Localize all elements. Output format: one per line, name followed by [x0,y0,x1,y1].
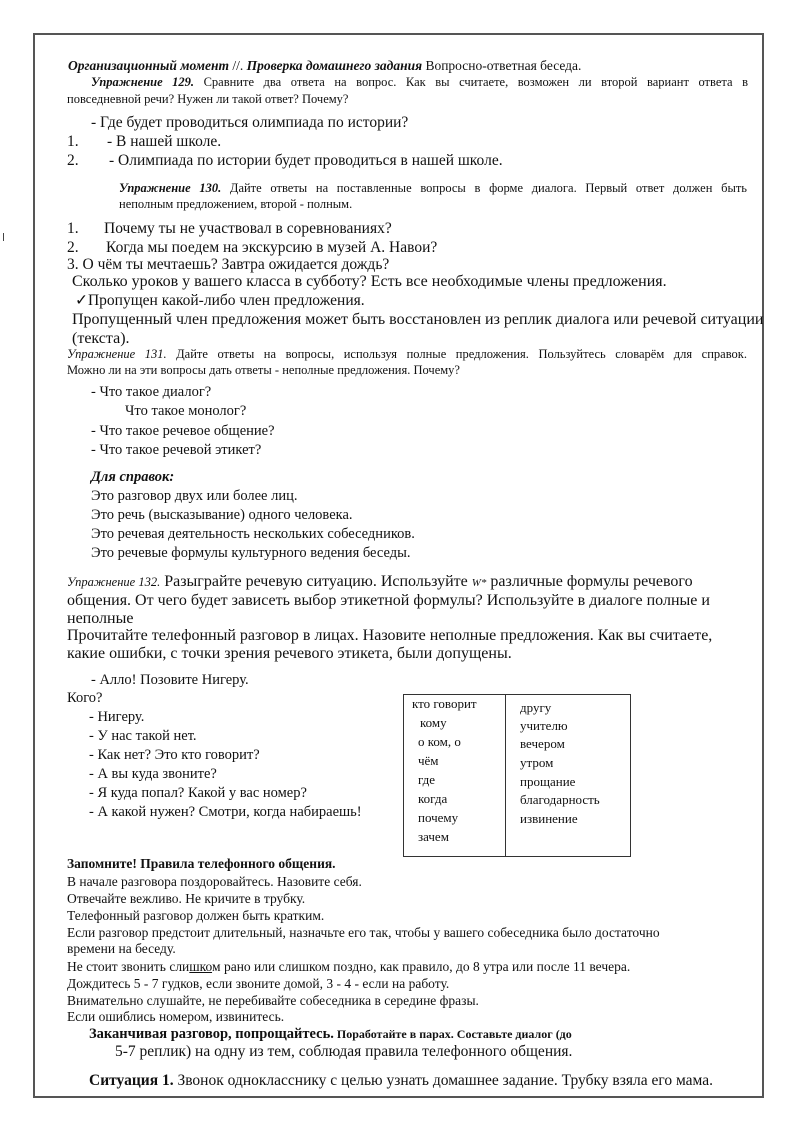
reference-item: Это разговор двух или более лиц. [91,488,298,504]
table-cell-right: учителю [520,718,568,733]
phone-rule [67,959,630,975]
ex130-item-3: 3. О чём ты мечтаешь? Завтра ожидается дождь? [67,256,390,273]
reference-item: Это речь (высказывание) одного человека. [91,507,353,523]
table-cell-left: кому [420,715,447,730]
phone-rules-title: Запомните! Правила телефонного общения. [67,856,336,871]
phone-rule: времени на беседу. [67,941,176,956]
ex132-instruction-line4: Прочитайте телефонный разговор в лицах. Назовите неполные предложения. Как вы считаете, [67,627,713,644]
ex131-question: - Что такое диалог? [91,384,212,400]
ex130-instruction-line1 [119,181,747,195]
table-cell-left: чём [418,753,439,768]
dialogue-line: - Как нет? Это кто говорит? [89,747,260,763]
reference-item: Это речевые формулы культурного ведения беседы. [91,545,411,561]
ex132-instruction-line1 [67,573,693,591]
pair-task: Поработайте в парах. Составьте диалог (до [333,1027,572,1041]
intro-line [68,58,581,74]
phone-rule: Если ошиблись номером, извинитесь. [67,1009,285,1024]
reference-title: Для справок: [91,469,175,485]
table-cell-right: другу [520,700,552,715]
rule-line1: Пропущенный член предложения может быть восстановлен из реплик диалога или речевой ситуации [72,311,764,328]
ex131-question: - Что такое речевой этикет? [91,442,262,458]
phone-rule-underlined: шко [189,959,213,974]
ex129-item: - В нашей школе. [107,133,222,150]
reference-item: Это речевая деятельность нескольких собеседников. [91,526,415,542]
table-cell-right: вечером [520,736,565,751]
table-cell-left: зачем [418,829,449,844]
phone-rule: Внимательно слушайте, не перебивайте собеседника в середине фразы. [67,993,479,1008]
w-mark: W* [471,577,487,589]
situation-line [89,1072,713,1090]
dialogue-line: Кого? [67,690,103,706]
rule-line2: (текста). [72,330,130,347]
ex131-question: - Что такое речевое общение? [91,423,275,439]
ex132-instruction-line5: какие ошибки, с точки зрения речевого этикета, были допущены. [67,645,512,662]
phone-rule: В начале разговора поздоровайтесь. Назовите себя. [67,874,362,889]
ex131-question: Что такое монолог? [125,403,247,419]
ex131-text1: Дайте ответы на вопросы, используя полные предложения. Пользуйтесь словарём для справок. [166,347,747,361]
margin-mark [3,233,4,241]
ex132-text1: Разыграйте речевую ситуацию. Используйте [160,573,472,590]
ex129-text1: Сравните два ответа на вопрос. Как вы считаете, возможен ли второй вариант ответа в [194,75,748,89]
table-cell-left: где [418,772,436,787]
ex130-item-num: 1. [67,220,79,237]
ex131-instruction-line1 [67,347,747,361]
dialogue-line: - Я куда попал? Какой у вас номер? [89,785,307,801]
phone-rule-part: Не стоит звонить сли [67,959,190,974]
dialogue-line: - А вы куда звоните? [89,766,217,782]
table-cell-right: утром [520,755,554,770]
table-cell-right: прощание [520,774,576,789]
dialogue-line: - У нас такой нет. [89,728,197,744]
intro-text: Вопросно-ответная беседа. [422,58,582,73]
ex131-label: Упражнение 131. [67,347,167,361]
phone-rule: Дождитесь 5 - 7 гудков, если звоните домой, 3 - 4 - если на работу. [67,976,450,991]
closing-rule: Заканчивая разговор, попрощайтесь. [89,1026,334,1042]
table-cell-right: благодарность [520,792,600,807]
ex131-instruction-line2: Можно ли на эти вопросы дать ответы - неполные предложения. Почему? [67,363,460,377]
ex132-label: Упражнение 132. [67,575,161,589]
ex132-instruction-line3: неполные [67,610,134,627]
ex132-instruction-line2: общения. От чего будет зависеть выбор этикетной формулы? Используйте в диалоге полные и [67,592,710,609]
phone-rule: Если разговор предстоит длительный, назначьте его так, чтобы у вашего собеседника было достаточно [67,925,660,940]
omitted-member-check: ✓Пропущен какой-либо член предложения. [75,292,365,309]
dialogue-line: - А какой нужен? Смотри, когда набираешь! [89,804,362,820]
intro-separator: //. [228,58,247,73]
table-cell-left: кто говорит [412,696,477,711]
ex129-label: Упражнение 129. [91,75,195,89]
ex130-item: Когда мы поедем на экскурсию в музей А. Навои? [106,239,438,256]
ex129-instruction-line2: повседневной речи? Нужен ли такой ответ? Почему? [67,92,349,106]
ex130-item: Почему ты не участвовал в соревнованиях? [104,220,392,237]
ex130-instruction-line2: неполным предложением, второй - полным. [119,197,353,211]
ex132-text1b: различные формулы речевого [486,573,693,590]
ex129-instruction-line1 [91,75,748,89]
table-cell-left: когда [418,791,448,806]
phone-rule: Телефонный разговор должен быть кратким. [67,908,325,923]
ex129-item: - Олимпиада по истории будет проводиться в нашей школе. [109,152,503,169]
org-moment-label: Организационный момент [68,58,229,73]
ex129-item-num: 2. [67,152,79,169]
ex130-line4: Сколько уроков у вашего класса в субботу? Есть все необходимые члены предложения. [72,273,667,290]
ex129-item-num: 1. [67,133,79,150]
table-cell-right: извинение [520,811,578,826]
dialogue-line: - Алло! Позовите Нигеру. [91,672,249,688]
closing-line [89,1025,572,1043]
dialogue-line: - Нигеру. [89,709,145,725]
reference-table [403,694,631,857]
homework-check-label: Проверка домашнего задания [246,58,423,73]
table-cell-left: о ком, о [418,734,461,749]
ex130-item-num: 2. [67,239,79,256]
ex130-label: Упражнение 130. [119,181,222,195]
phone-rule: Отвечайте вежливо. Не кричите в трубку. [67,891,306,906]
ex129-question: - Где будет проводиться олимпиада по истории? [91,114,409,131]
situation-label: Ситуация 1. [89,1072,174,1089]
phone-rule-part: м рано или слишком поздно, как правило, до 8 утра или после 11 вечера. [212,959,631,974]
table-divider [505,695,506,856]
situation-text: Звонок однокласснику с целью узнать домашнее задание. Трубку взяла его мама. [173,1072,713,1089]
pair-task-line2: 5-7 реплик) на одну из тем, соблюдая правила телефонного общения. [115,1043,573,1060]
ex130-text1: Дайте ответы на поставленные вопросы в форме диалога. Первый ответ должен быть [221,181,748,195]
table-cell-left: почему [418,810,459,825]
